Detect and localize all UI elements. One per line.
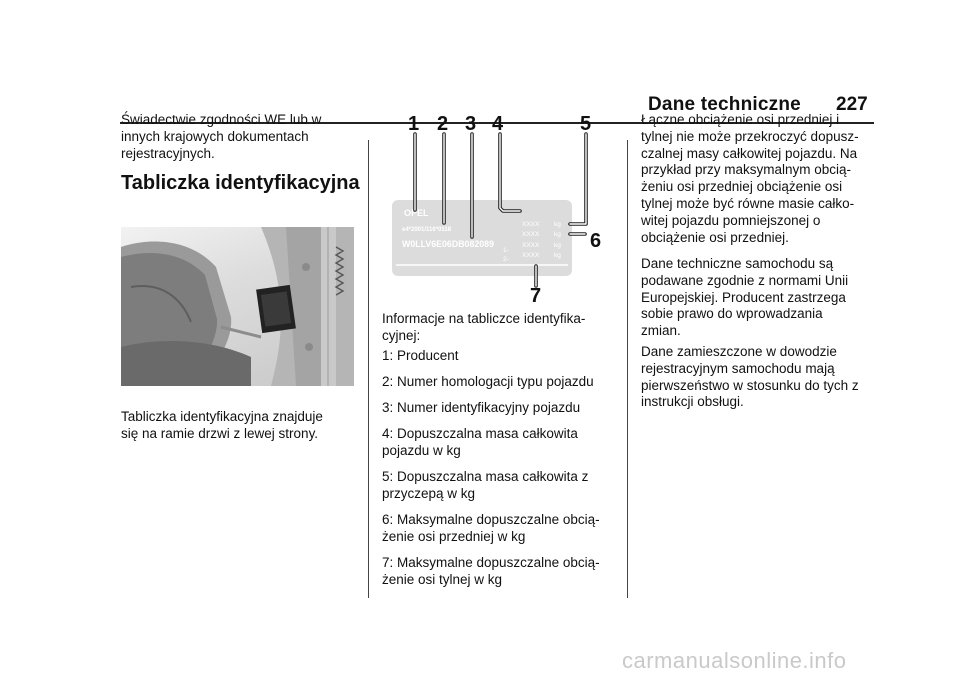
plate-weight-1: XXXX — [522, 221, 540, 228]
plate-weight-3: XXXX — [522, 242, 540, 249]
plate-unit-2: kg — [554, 231, 561, 238]
intro-paragraph: Świadectwie zgodności WE lub w innych krajowych dokumentach rejestracyjnych. — [121, 112, 322, 161]
plate-weight-2: XXXX — [522, 231, 540, 238]
plate-info-item-2: 2: Numer homologacji typu pojazdu — [382, 374, 594, 389]
callout-1: 1 — [408, 113, 420, 135]
plate-info-intro: Informacje na tabliczce identyfika- cyjnej: — [382, 311, 586, 343]
plate-vin: W0LLV6E06DB082089 — [402, 239, 494, 249]
page-header-title: Dane techniczne — [648, 94, 801, 115]
plate-homologation-code: e4*2001/116*0118 — [402, 227, 452, 233]
plate-unit-4: kg — [554, 252, 561, 259]
callout-2: 2 — [437, 113, 449, 135]
column-divider-left — [368, 140, 369, 598]
plate-unit-3: kg — [554, 242, 561, 249]
plate-info-item-4: 4: Dopuszczalna masa całkowita pojazdu w kg — [382, 426, 578, 458]
callout-5: 5 — [580, 113, 592, 135]
identification-plate-diagram — [382, 110, 622, 306]
callout-3: 3 — [465, 113, 477, 135]
photo-caption: Tabliczka identyfikacyjna znajduje się na ramie drzwi z lewej strony. — [121, 409, 323, 441]
callout-7: 7 — [530, 285, 542, 306]
eu-standards-paragraph: Dane techniczne samochodu są podawane zgodnie z normami Unii Europejskiej. Producent zastrzega sobie prawo do wprowadzania zmian. — [641, 256, 849, 339]
plate-weight-4: XXXX — [522, 252, 540, 259]
column-divider-right — [627, 140, 628, 598]
page-number: 227 — [836, 94, 868, 115]
callout-6: 6 — [590, 230, 602, 252]
section-heading: Tabliczka identyfikacyjna — [121, 172, 360, 194]
registration-priority-paragraph: Dane zamieszczone w dowodzie rejestracyjnym samochodu mają pierwszeństwo w stosunku do tych z instrukcji obsługi. — [641, 344, 859, 410]
callout-4: 4 — [492, 113, 504, 135]
plate-unit-1: kg — [554, 221, 561, 228]
watermark: carmanualsonline.info — [622, 648, 847, 673]
plate-info-item-7: 7: Maksymalne dopuszczalne obcią- żenie osi tylnej w kg — [382, 555, 600, 587]
plate-info-item-1: 1: Producent — [382, 348, 459, 363]
plate-axle-label-1: 1- — [503, 247, 509, 254]
plate-info-item-5: 5: Dopuszczalna masa całkowita z przyczepą w kg — [382, 469, 589, 501]
plate-axle-label-2: 2- — [503, 256, 509, 263]
plate-brand: OPEL — [404, 208, 429, 218]
door-frame-photo — [121, 227, 354, 386]
plate-info-item-6: 6: Maksymalne dopuszczalne obcią- żenie osi przedniej w kg — [382, 512, 600, 544]
axle-load-paragraph: Łączne obciążenie osi przedniej i tylnej nie może przekroczyć dopusz- czalnej masy całkowitej pojazdu. Na przykład przy maksymalnym obcią- żeniu osi przedniej obciążenie osi tylnej może być równe masie całko- witej pojazdu pomniejszonej o obciążenie osi przedniej. — [641, 112, 859, 245]
plate-info-item-3: 3: Numer identyfikacyjny pojazdu — [382, 400, 581, 415]
